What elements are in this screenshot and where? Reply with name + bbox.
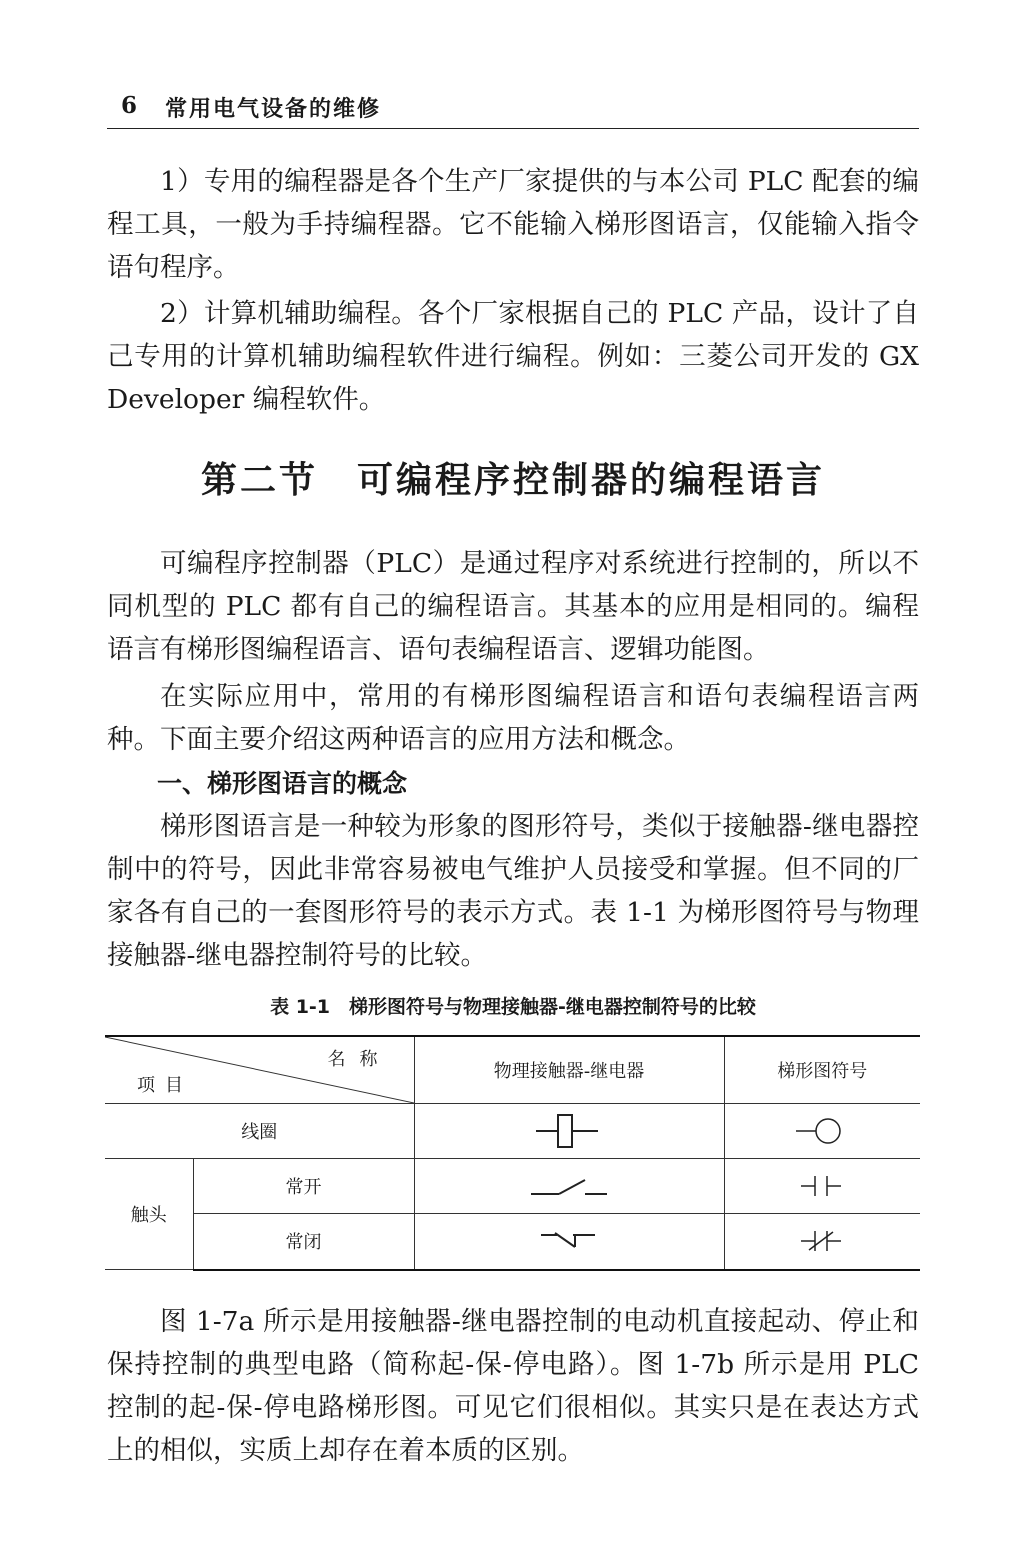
sub-heading: 一、梯形图语言的概念	[157, 769, 408, 798]
paragraph-1: 1）专用的编程器是各个生产厂家提供的与本公司 PLC 配套的编程工具，一般为手持编程器。它不能输入梯形图语言，仅能输入指令语句程序。	[107, 166, 919, 283]
ladder-coil-icon	[792, 1116, 852, 1146]
relay-no-contact-icon	[529, 1172, 609, 1200]
paragraph-4: 在实际应用中，常用的有梯形图编程语言和语句表编程语言两种。下面主要介绍这两种语言的应用方法和概念。	[107, 681, 919, 755]
ladder-no-contact-icon	[797, 1174, 847, 1198]
ladder-nc-contact-icon	[797, 1228, 847, 1254]
header-ladder: 梯形图符号	[724, 1036, 920, 1104]
physical-no-cell	[414, 1159, 724, 1214]
running-title: 常用电气设备的维修	[165, 97, 382, 122]
row-contact-label: 触头	[105, 1159, 193, 1270]
row-coil-label: 线圈	[105, 1104, 414, 1159]
section-title: 第二节 可编程序控制器的编程语言	[200, 460, 825, 501]
header-physical: 物理接触器-继电器	[414, 1036, 724, 1104]
page-number: 6	[121, 92, 138, 119]
relay-nc-contact-icon	[539, 1229, 599, 1253]
relay-coil-icon	[534, 1111, 604, 1151]
page-header	[107, 88, 919, 129]
paragraph-6: 图 1-7a 所示是用接触器-继电器控制的电动机直接起动、停止和保持控制的典型电路（简称起-保-停电路）。图 1-7b 所示是用 PLC 控制的起-保-停电路梯形图。可见它们很相似。其实只是在表达方式上的相似，实质上却存在着本质的区别。	[107, 1306, 919, 1466]
header-item-label: 项目	[137, 1075, 193, 1096]
physical-coil-cell	[414, 1104, 724, 1159]
paragraph-3: 可编程序控制器（PLC）是通过程序对系统进行控制的，所以不同机型的 PLC 都有自己的编程语言。其基本的应用是相同的。编程语言有梯形图编程语言、语句表编程语言、逻辑功能图。	[107, 548, 919, 665]
row-no-label: 常开	[193, 1159, 414, 1214]
table-caption: 表 1-1 梯形图符号与物理接触器-继电器控制符号的比较	[270, 996, 756, 1018]
paragraph-5: 梯形图语言是一种较为形象的图形符号，类似于接触器-继电器控制中的符号，因此非常容易被电气维护人员接受和掌握。但不同的厂家各有自己的一套图形符号的表示方式。表 1-1 为梯形图符号与物理接触器-继电器控制符号的比较。	[107, 811, 919, 971]
physical-nc-cell	[414, 1214, 724, 1270]
comparison-table	[105, 1035, 920, 1268]
diagonal-header-cell	[105, 1036, 414, 1104]
ladder-coil-cell	[724, 1104, 920, 1159]
paragraph-2: 2）计算机辅助编程。各个厂家根据自己的 PLC 产品，设计了自己专用的计算机辅助编程软件进行编程。例如：三菱公司开发的 GX Developer 编程软件。	[107, 298, 919, 415]
row-nc-label: 常闭	[193, 1214, 414, 1270]
ladder-no-cell	[724, 1159, 920, 1214]
header-name-label: 名称	[327, 1049, 392, 1070]
ladder-nc-cell	[724, 1214, 920, 1270]
